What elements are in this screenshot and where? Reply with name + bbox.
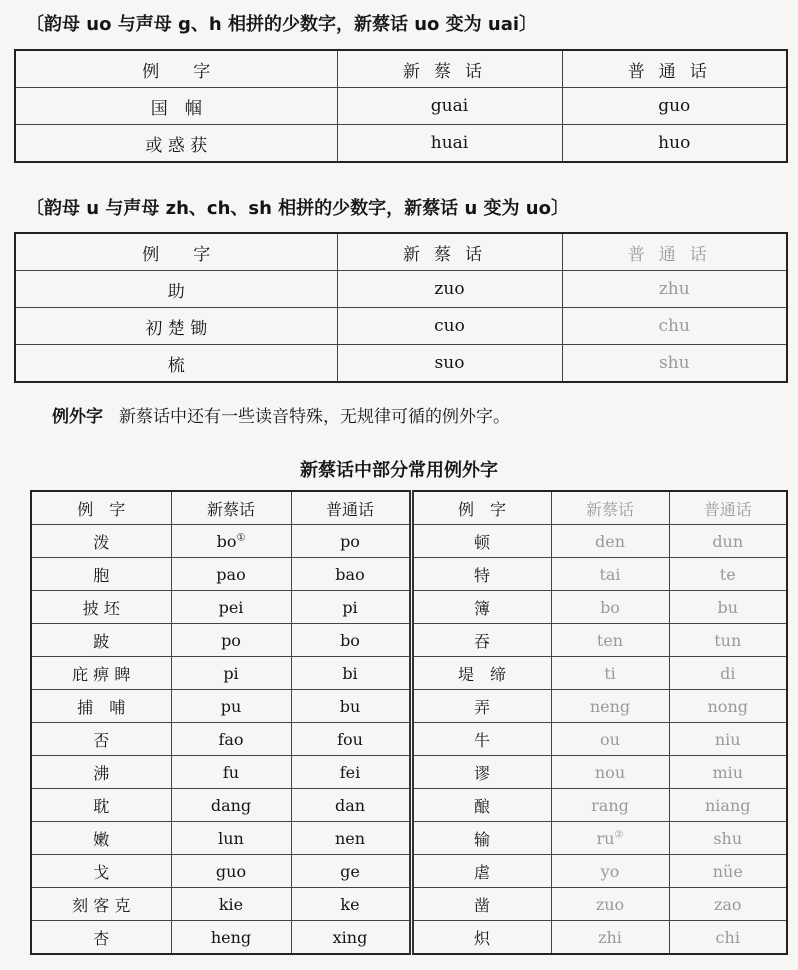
right-xincai-pinyin [551, 822, 669, 855]
left-xincai-pinyin [171, 591, 291, 624]
right-xincai-pinyin [551, 624, 669, 657]
right-xincai-pinyin [551, 756, 669, 789]
left-example-chars [31, 624, 171, 657]
putonghua-pinyin: huo [562, 125, 787, 163]
left-putonghua-pinyin [291, 723, 411, 756]
exception-table [30, 490, 788, 955]
cell-text: tai [599, 564, 621, 584]
left-example-chars [31, 855, 171, 888]
left-xincai-pinyin [171, 756, 291, 789]
table-row [31, 558, 787, 591]
right-putonghua-pinyin [669, 855, 787, 888]
left-xincai-pinyin [171, 525, 291, 558]
cell-text: niang [704, 795, 751, 815]
cell-text: 特 [473, 565, 490, 585]
example-chars: 或 惑 获 [15, 125, 337, 163]
left-xincai-pinyin [171, 921, 291, 955]
table-row [31, 822, 787, 855]
table-row [31, 591, 787, 624]
right-putonghua-pinyin [669, 789, 787, 822]
putonghua-pinyin: zhu [562, 271, 787, 308]
cell-text: 输 [473, 829, 490, 849]
right-putonghua-pinyin [669, 558, 787, 591]
cell-text: 披 坯 [82, 598, 120, 618]
left-xincai-pinyin [171, 888, 291, 921]
table-header-row [15, 50, 787, 88]
left-xincai-pinyin [171, 690, 291, 723]
left-putonghua-pinyin [291, 789, 411, 822]
right-example-chars [411, 591, 551, 624]
table-row [31, 855, 787, 888]
cell-text: neng [589, 696, 631, 716]
cell-text: guo [215, 861, 247, 881]
table-u-uo [14, 232, 788, 383]
right-xincai-pinyin [551, 888, 669, 921]
left-putonghua-pinyin [291, 921, 411, 955]
left-putonghua-pinyin [291, 756, 411, 789]
cell-text: chi [715, 927, 740, 947]
cell-text: ru [596, 828, 615, 848]
cell-text: zhi [598, 927, 622, 947]
left-xincai-pinyin [171, 723, 291, 756]
table-row [31, 888, 787, 921]
cell-text: ti [604, 663, 616, 683]
note-text: 新蔡话中还有一些读音特殊，无规律可循的例外字。 [119, 407, 510, 427]
example-chars: 国 帼 [15, 88, 337, 125]
header-putonghua: 普通话 [562, 50, 787, 88]
cell-text: bo [600, 597, 620, 617]
table-row [15, 88, 787, 125]
right-putonghua-pinyin [669, 822, 787, 855]
cell-text: dun [712, 531, 744, 551]
right-putonghua-pinyin [669, 690, 787, 723]
cell-text: yo [600, 861, 620, 881]
cell-text: bu [339, 696, 361, 716]
header-putonghua: 普通话 [669, 491, 787, 525]
header-xincai: 新蔡话 [337, 50, 562, 88]
cell-text: miu [712, 762, 744, 782]
cell-text: po [221, 630, 241, 650]
right-xincai-pinyin [551, 525, 669, 558]
table-header-row [15, 233, 787, 271]
right-example-chars [411, 558, 551, 591]
right-example-chars [411, 525, 551, 558]
header-xincai: 新蔡话 [551, 491, 669, 525]
cell-text: zao [713, 894, 742, 914]
left-example-chars [31, 723, 171, 756]
left-example-chars [31, 525, 171, 558]
right-example-chars [411, 624, 551, 657]
xincai-pinyin: guai [337, 88, 562, 125]
cell-text: nong [707, 696, 748, 716]
table-row [15, 345, 787, 383]
header-putonghua: 普通话 [291, 491, 411, 525]
cell-text: ou [600, 729, 620, 749]
cell-text: 沸 [93, 763, 110, 783]
right-xincai-pinyin [551, 921, 669, 955]
cell-text: 谬 [473, 763, 490, 783]
table-row [31, 756, 787, 789]
example-chars: 助 [15, 271, 337, 308]
cell-text: 酿 [473, 796, 490, 816]
header-putonghua: 普通话 [562, 233, 787, 271]
cell-text: ten [596, 630, 624, 650]
table-row [31, 624, 787, 657]
cell-text: 跛 [93, 631, 110, 651]
cell-text: 弄 [473, 697, 490, 717]
left-example-chars [31, 921, 171, 955]
right-putonghua-pinyin [669, 888, 787, 921]
cell-text: 炽 [473, 928, 490, 948]
cell-text: di [720, 663, 736, 683]
cell-text: 嫩 [93, 829, 110, 849]
xincai-pinyin: suo [337, 345, 562, 383]
right-example-chars [411, 690, 551, 723]
header-xincai: 新蔡话 [337, 233, 562, 271]
table-header-row [31, 491, 787, 525]
left-putonghua-pinyin [291, 591, 411, 624]
cell-text: ke [340, 894, 360, 914]
right-putonghua-pinyin [669, 657, 787, 690]
right-xincai-pinyin [551, 558, 669, 591]
right-putonghua-pinyin [669, 756, 787, 789]
cell-text: bu [717, 597, 739, 617]
table-row [15, 308, 787, 345]
cell-text: 堤 缔 [457, 664, 506, 684]
left-xincai-pinyin [171, 558, 291, 591]
section1-heading: 〔韵母 uo 与声母 g、h 相拼的少数字，新蔡话 uo 变为 uai〕 [26, 14, 538, 35]
left-example-chars [31, 822, 171, 855]
cell-text: 刻 客 克 [72, 895, 131, 915]
xincai-pinyin: cuo [337, 308, 562, 345]
table-row [15, 271, 787, 308]
cell-text: fao [218, 729, 244, 749]
right-putonghua-pinyin [669, 525, 787, 558]
cell-text: ge [340, 861, 360, 881]
cell-text: pi [223, 663, 239, 683]
cell-text: 戈 [93, 862, 110, 882]
header-example-chars: 例 字 [142, 244, 211, 265]
header-example-chars: 例 字 [142, 61, 211, 82]
cell-text: kie [218, 894, 244, 914]
cell-text: pao [216, 564, 246, 584]
cell-text: nen [334, 828, 366, 848]
cell-text: 虐 [473, 862, 490, 882]
cell-text: 胞 [93, 565, 110, 585]
xincai-pinyin: zuo [337, 271, 562, 308]
cell-text: shu [713, 828, 743, 848]
footnote-marker: ① [236, 532, 246, 544]
cell-text: zuo [595, 894, 625, 914]
cell-text: heng [210, 927, 252, 947]
cell-text: 顿 [473, 532, 490, 552]
left-putonghua-pinyin [291, 558, 411, 591]
cell-text: den [594, 531, 625, 551]
cell-text: 否 [93, 730, 110, 750]
cell-text: 吞 [473, 631, 490, 651]
table-row [31, 525, 787, 558]
left-example-chars [31, 591, 171, 624]
cell-text: 庇 痹 睥 [72, 664, 131, 684]
right-putonghua-pinyin [669, 921, 787, 955]
right-putonghua-pinyin [669, 723, 787, 756]
cell-text: lun [218, 828, 244, 848]
table-row [31, 921, 787, 955]
table-caption: 新蔡话中部分常用例外字 [300, 460, 498, 481]
left-putonghua-pinyin [291, 525, 411, 558]
cell-text: bo [340, 630, 360, 650]
right-putonghua-pinyin [669, 624, 787, 657]
putonghua-pinyin: guo [562, 88, 787, 125]
left-xincai-pinyin [171, 657, 291, 690]
right-example-chars [411, 921, 551, 955]
left-putonghua-pinyin [291, 657, 411, 690]
right-putonghua-pinyin [669, 591, 787, 624]
left-example-chars [31, 888, 171, 921]
right-example-chars [411, 657, 551, 690]
cell-text: nou [594, 762, 626, 782]
header-example-chars: 例 字 [31, 491, 171, 525]
table-row [31, 657, 787, 690]
table-row [31, 690, 787, 723]
right-xincai-pinyin [551, 723, 669, 756]
note-label: 例外字 [52, 407, 103, 427]
cell-text: 捕 哺 [77, 697, 126, 717]
xincai-pinyin: huai [337, 125, 562, 163]
cell-text: pi [342, 597, 358, 617]
right-example-chars [411, 723, 551, 756]
left-example-chars [31, 789, 171, 822]
header-xincai: 新蔡话 [171, 491, 291, 525]
cell-text: tun [714, 630, 742, 650]
left-putonghua-pinyin [291, 624, 411, 657]
cell-text: fu [222, 762, 240, 782]
cell-text: bo [216, 531, 237, 551]
right-example-chars [411, 789, 551, 822]
right-example-chars [411, 822, 551, 855]
cell-text: 簿 [473, 598, 490, 618]
right-example-chars [411, 888, 551, 921]
cell-text: dan [334, 795, 366, 815]
cell-text: 凿 [473, 895, 490, 915]
right-example-chars [411, 855, 551, 888]
exception-note [52, 402, 510, 427]
cell-text: dang [210, 795, 252, 815]
example-chars: 初 楚 锄 [15, 308, 337, 345]
left-putonghua-pinyin [291, 855, 411, 888]
right-xincai-pinyin [551, 690, 669, 723]
right-xincai-pinyin [551, 591, 669, 624]
right-xincai-pinyin [551, 789, 669, 822]
left-xincai-pinyin [171, 822, 291, 855]
left-putonghua-pinyin [291, 690, 411, 723]
putonghua-pinyin: shu [562, 345, 787, 383]
cell-text: po [340, 531, 360, 551]
cell-text: nüe [712, 861, 743, 881]
left-example-chars [31, 690, 171, 723]
left-putonghua-pinyin [291, 888, 411, 921]
right-example-chars [411, 756, 551, 789]
right-xincai-pinyin [551, 855, 669, 888]
cell-text: te [719, 564, 736, 584]
table-row [31, 789, 787, 822]
putonghua-pinyin: chu [562, 308, 787, 345]
cell-text: fei [339, 762, 361, 782]
cell-text: bi [342, 663, 358, 683]
cell-text: pu [220, 696, 242, 716]
right-xincai-pinyin [551, 657, 669, 690]
left-example-chars [31, 756, 171, 789]
header-example-chars: 例 字 [411, 491, 551, 525]
cell-text: niu [714, 729, 741, 749]
left-xincai-pinyin [171, 855, 291, 888]
cell-text: xing [332, 927, 368, 947]
cell-text: 泼 [93, 532, 110, 552]
cell-text: fou [337, 729, 363, 749]
cell-text: pei [218, 597, 244, 617]
left-example-chars [31, 657, 171, 690]
cell-text: 杏 [93, 928, 110, 948]
table-row [31, 723, 787, 756]
left-xincai-pinyin [171, 624, 291, 657]
left-example-chars [31, 558, 171, 591]
cell-text: 耽 [93, 796, 110, 816]
footnote-marker: ② [614, 829, 624, 841]
left-xincai-pinyin [171, 789, 291, 822]
example-chars: 梳 [15, 345, 337, 383]
cell-text: bao [335, 564, 365, 584]
table-row [15, 125, 787, 163]
left-putonghua-pinyin [291, 822, 411, 855]
cell-text: 牛 [473, 730, 490, 750]
section2-heading: 〔韵母 u 与声母 zh、ch、sh 相拼的少数字，新蔡话 u 变为 uo〕 [26, 198, 569, 219]
table-uo-uai [14, 49, 788, 163]
cell-text: rang [591, 795, 629, 815]
